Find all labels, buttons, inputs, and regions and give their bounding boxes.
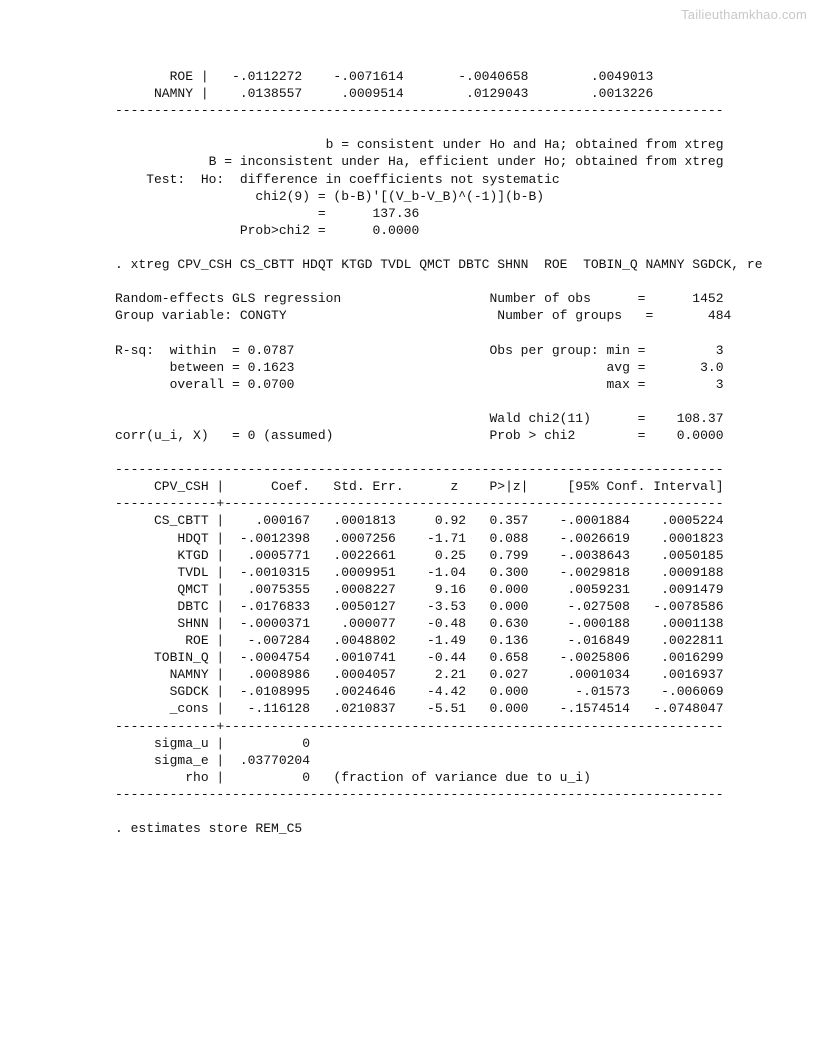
header-line: overall = 0.0700 max = 3: [115, 376, 724, 392]
table-row: HDQT | -.0012398 .0007256 -1.71 0.088 -.0026619 .0001823: [115, 530, 724, 546]
table-header: CPV_CSH | Coef. Std. Err. z P>|z| [95% Conf. Interval]: [115, 479, 724, 495]
header-line: corr(u_i, X) = 0 (assumed) Prob > chi2 = 0.0000: [115, 427, 724, 443]
table-row: CS_CBTT | .000167 .0001813 0.92 0.357 -.0001884 .0005224: [115, 513, 724, 529]
table-row: ROE | -.007284 .0048802 -1.49 0.136 -.016849 .0022811: [115, 633, 724, 649]
estimates-store-command: . estimates store REM_C5: [115, 821, 303, 837]
hausman-row-namny: NAMNY | .0138557 .0009514 .0129043 .0013226: [115, 86, 654, 102]
hausman-chi2-formula: chi2(9) = (b-B)'[(V_b-V_B)^(-1)](b-B): [115, 188, 545, 204]
table-row: TVDL | -.0010315 .0009951 -1.04 0.300 -.0029818 .0009188: [115, 564, 724, 580]
table-row: TOBIN_Q | -.0004754 .0010741 -0.44 0.658 -.0025806 .0016299: [115, 650, 724, 666]
blank-line: [115, 119, 763, 136]
watermark-text: Tailieuthamkhao.com: [681, 7, 807, 22]
table-bottom-rule: ------------------------------------------------------------------------------: [115, 786, 724, 802]
header-line: Group variable: CONGTY Number of groups = 484: [115, 308, 732, 324]
table-row: QMCT | .0075355 .0008227 9.16 0.000 .0059231 .0091479: [115, 581, 724, 597]
table-mid-rule: -------------+----------------------------------------------------------------: [115, 496, 724, 512]
table-mid-rule: -------------+----------------------------------------------------------------: [115, 718, 724, 734]
hausman-bottom-rule: ------------------------------------------------------------------------------: [115, 103, 724, 119]
hausman-note-b: b = consistent under Ho and Ha; obtained from xtreg: [115, 137, 724, 153]
table-row: _cons | -.116128 .0210837 -5.51 0.000 -.1574514 -.0748047: [115, 701, 724, 717]
sigma-row: rho | 0 (fraction of variance due to u_i): [115, 769, 591, 785]
blank-line: [115, 239, 763, 256]
header-line: [115, 393, 763, 410]
hausman-test-ho: Test: Ho: difference in coefficients not systematic: [115, 171, 560, 187]
header-line: Wald chi2(11) = 108.37: [115, 410, 724, 426]
sigma-row: sigma_u | 0: [115, 735, 311, 751]
table-row: SGDCK | -.0108995 .0024646 -4.42 0.000 -.01573 -.006069: [115, 684, 724, 700]
hausman-row-roe: ROE | -.0112272 -.0071614 -.0040658 .0049013: [115, 69, 654, 84]
blank-line: [115, 444, 763, 461]
header-line: Random-effects GLS regression Number of obs = 1452: [115, 291, 724, 307]
table-row: KTGD | .0005771 .0022661 0.25 0.799 -.0038643 .0050185: [115, 547, 724, 563]
table-row: DBTC | -.0176833 .0050127 -3.53 0.000 -.027508 -.0078586: [115, 598, 724, 614]
blank-line: [115, 273, 763, 290]
sigma-row: sigma_e | .03770204: [115, 752, 311, 768]
table-row: NAMNY | .0008986 .0004057 2.21 0.027 .0001034 .0016937: [115, 667, 724, 683]
hausman-note-B: B = inconsistent under Ha, efficient under Ho; obtained from xtreg: [115, 154, 724, 170]
stata-output-log: [115, 68, 763, 837]
table-top-rule: ------------------------------------------------------------------------------: [115, 462, 724, 478]
header-line: R-sq: within = 0.0787 Obs per group: min = 3: [115, 342, 724, 358]
header-line: [115, 324, 763, 341]
hausman-prob-value: Prob>chi2 = 0.0000: [115, 222, 420, 238]
xtreg-command: . xtreg CPV_CSH CS_CBTT HDQT KTGD TVDL QMCT DBTC SHNN ROE TOBIN_Q NAMNY SGDCK, re: [115, 257, 763, 273]
hausman-chi2-value: = 137.36: [115, 205, 420, 221]
header-line: between = 0.1623 avg = 3.0: [115, 359, 724, 375]
table-row: SHNN | -.0000371 .000077 -0.48 0.630 -.000188 .0001138: [115, 616, 724, 631]
blank-line: [115, 803, 763, 820]
